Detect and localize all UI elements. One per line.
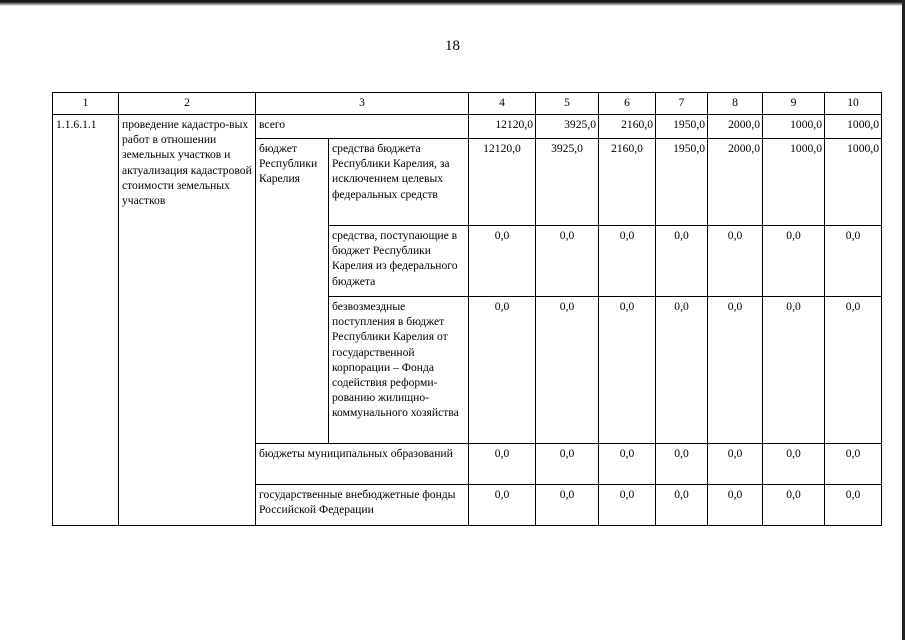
header-cell: 9 <box>763 93 825 115</box>
header-cell: 6 <box>599 93 656 115</box>
value-cell: 2000,0 <box>708 115 763 139</box>
item-name: проведение кадастро-вых работ в отношении земельных участков и актуализация кадастровой стоимости земельных участков <box>119 115 256 526</box>
value-cell: 0,0 <box>763 297 825 444</box>
item-code: 1.1.6.1.1 <box>53 115 119 526</box>
value-cell: 0,0 <box>825 226 882 297</box>
value-cell: 2160,0 <box>599 115 656 139</box>
value-cell: 1950,0 <box>656 115 708 139</box>
value-cell: 0,0 <box>708 485 763 526</box>
row-label-fund-receipts: безвозмездные поступления в бюджет Республики Карелия от государственной корпорации – Фонда содействия реформи-рованию жилищно-коммунального хозяйства <box>329 297 469 444</box>
value-cell: 2000,0 <box>708 139 763 226</box>
value-cell: 0,0 <box>825 297 882 444</box>
value-cell: 0,0 <box>536 485 599 526</box>
value-cell: 3925,0 <box>536 139 599 226</box>
value-cell: 0,0 <box>536 226 599 297</box>
value-cell: 1000,0 <box>825 115 882 139</box>
value-cell: 0,0 <box>708 444 763 485</box>
value-cell: 0,0 <box>656 485 708 526</box>
value-cell: 0,0 <box>763 485 825 526</box>
value-cell: 0,0 <box>599 297 656 444</box>
scan-top-edge <box>0 0 905 6</box>
value-cell: 12120,0 <box>469 115 536 139</box>
value-cell: 0,0 <box>599 444 656 485</box>
value-cell: 0,0 <box>469 444 536 485</box>
value-cell: 0,0 <box>656 297 708 444</box>
budget-table <box>52 92 882 526</box>
header-cell: 2 <box>119 93 256 115</box>
value-cell: 0,0 <box>536 444 599 485</box>
row-label-state-offbudget: государственные внебюджетные фонды Российской Федерации <box>256 485 469 526</box>
page-number: 18 <box>445 38 460 54</box>
value-cell: 0,0 <box>469 485 536 526</box>
value-cell: 1950,0 <box>656 139 708 226</box>
header-cell: 4 <box>469 93 536 115</box>
value-cell: 0,0 <box>825 444 882 485</box>
value-cell: 0,0 <box>599 485 656 526</box>
header-row <box>53 93 882 115</box>
value-cell: 0,0 <box>763 444 825 485</box>
header-cell: 1 <box>53 93 119 115</box>
value-cell: 0,0 <box>469 297 536 444</box>
header-cell: 8 <box>708 93 763 115</box>
value-cell: 0,0 <box>656 444 708 485</box>
header-cell: 3 <box>256 93 469 115</box>
value-cell: 1000,0 <box>763 115 825 139</box>
republic-budget-label: бюджет Республики Карелия <box>256 139 329 444</box>
value-cell: 0,0 <box>469 226 536 297</box>
row-label-total: всего <box>256 115 469 139</box>
row-label-municipal: бюджеты муниципальных образований <box>256 444 469 485</box>
row-label-federal-transfers: средства, поступающие в бюджет Республики Карелия из федерального бюджета <box>329 226 469 297</box>
value-cell: 0,0 <box>708 226 763 297</box>
value-cell: 12120,0 <box>469 139 536 226</box>
value-cell: 0,0 <box>708 297 763 444</box>
value-cell: 3925,0 <box>536 115 599 139</box>
value-cell: 0,0 <box>825 485 882 526</box>
table-row-total <box>53 115 882 139</box>
value-cell: 1000,0 <box>825 139 882 226</box>
header-cell: 5 <box>536 93 599 115</box>
value-cell: 1000,0 <box>763 139 825 226</box>
value-cell: 0,0 <box>599 226 656 297</box>
value-cell: 0,0 <box>763 226 825 297</box>
row-label-republic-own: средства бюджета Республики Карелия, за исключением целевых федеральных средств <box>329 139 469 226</box>
value-cell: 0,0 <box>536 297 599 444</box>
header-cell: 10 <box>825 93 882 115</box>
value-cell: 0,0 <box>656 226 708 297</box>
header-cell: 7 <box>656 93 708 115</box>
value-cell: 2160,0 <box>599 139 656 226</box>
